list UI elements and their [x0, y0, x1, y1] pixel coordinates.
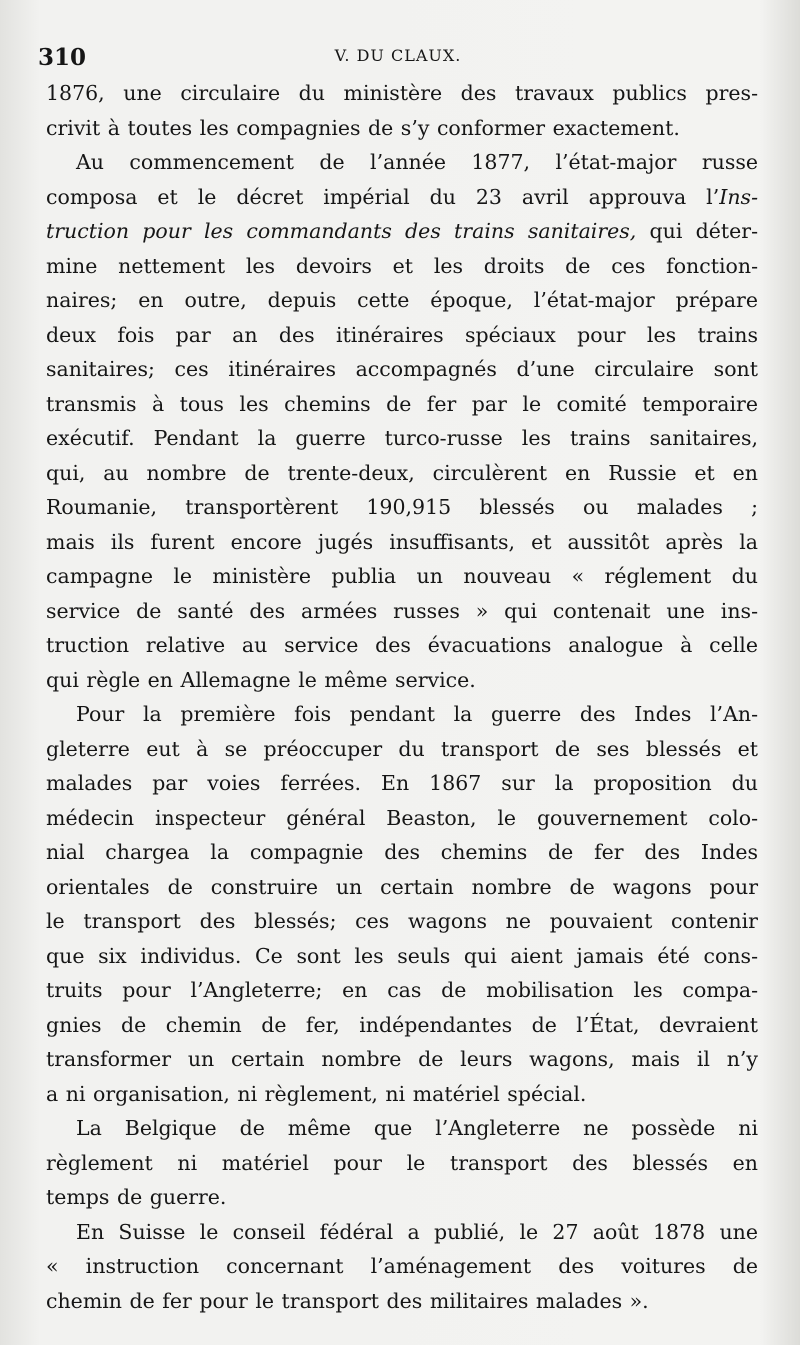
text-line: campagne le ministère publia un nouveau « réglement du — [46, 564, 758, 588]
text-line: naires; en outre, depuis cette époque, l’état-major prépare — [46, 288, 758, 312]
text-line: mais ils furent encore jugés insuffisants, et aussitôt après la — [46, 529, 758, 554]
text-line: transformer un certain nombre de leurs wagons, mais il n’y — [46, 1047, 758, 1071]
text-line: « instruction concernant l’aménagement des voitures de — [46, 1254, 758, 1278]
text-line: médecin inspecteur général Beaston, le gouvernement colo- — [46, 805, 758, 830]
text-line — [46, 180, 758, 215]
italic-title: truction pour les commandants des trains sanitaires, — [46, 219, 637, 243]
text-line: temps de guerre. — [46, 1185, 227, 1209]
text-line: chemin de fer pour le transport des militaires malades ». — [46, 1288, 649, 1313]
text-line: qui, au nombre de trente-deux, circulèrent en Russie et en — [46, 460, 758, 485]
italic-title: Ins- — [719, 184, 758, 209]
text-run: composa et le décret impérial du 23 avril approuva l’ — [46, 184, 720, 209]
text-line: orientales de construire un certain nombre de wagons pour — [46, 874, 758, 899]
text-line: La Belgique de même que l’Angleterre ne possède ni — [76, 1116, 758, 1140]
text-line — [46, 214, 758, 249]
text-line: gleterre eut à se préoccuper du transport de ses blessés et — [46, 736, 758, 761]
text-line: que six individus. Ce sont les seuls qui aient jamais été cons- — [46, 943, 758, 968]
text-line: règlement ni matériel pour le transport des blessés en — [46, 1150, 758, 1175]
page-header — [38, 40, 758, 76]
text-line: Au commencement de l’année 1877, l’état-major russe — [76, 150, 758, 174]
text-line: transmis à tous les chemins de fer par le comité temporaire — [46, 391, 758, 416]
text-line: qui règle en Allemagne le même service. — [46, 667, 476, 692]
text-line: gnies de chemin de fer, indépendantes de l’État, devraient — [46, 1012, 758, 1037]
text-line: deux fois par an des itinéraires spéciaux pour les trains — [46, 322, 758, 347]
text-line: Pour la première fois pendant la guerre des Indes l’An- — [76, 702, 758, 726]
text-line: crivit à toutes les compagnies de s’y conformer exactement. — [46, 115, 680, 140]
text-line: mine nettement les devoirs et les droits de ces fonction- — [46, 253, 758, 278]
text-line: 1876, une circulaire du ministère des travaux publics pres- — [46, 81, 758, 105]
text-line: sanitaires; ces itinéraires accompagnés d’une circulaire sont — [46, 357, 758, 381]
page-number: 310 — [38, 44, 87, 71]
text-line: Roumanie, transportèrent 190,915 blessés ou malades ; — [46, 495, 758, 519]
text-line: service de santé des armées russes » qui contenait une ins- — [46, 598, 758, 623]
text-line: truits pour l’Angleterre; en cas de mobilisation les compa- — [46, 978, 758, 1002]
text-line: nial chargea la compagnie des chemins de fer des Indes — [46, 840, 758, 864]
body-text — [46, 76, 758, 1318]
text-line: truction relative au service des évacuations analogue à celle — [46, 633, 758, 657]
text-line: exécutif. Pendant la guerre turco-russe les trains sanitaires, — [46, 426, 758, 450]
text-run: qui déter- — [636, 219, 758, 243]
running-head: V. DU CLAUX. — [334, 46, 462, 65]
text-line: a ni organisation, ni règlement, ni matériel spécial. — [46, 1081, 587, 1106]
text-line: le transport des blessés; ces wagons ne pouvaient contenir — [46, 909, 758, 933]
text-line: malades par voies ferrées. En 1867 sur la proposition du — [46, 771, 758, 795]
text-line: En Suisse le conseil fédéral a publié, le 27 août 1878 une — [76, 1219, 758, 1244]
